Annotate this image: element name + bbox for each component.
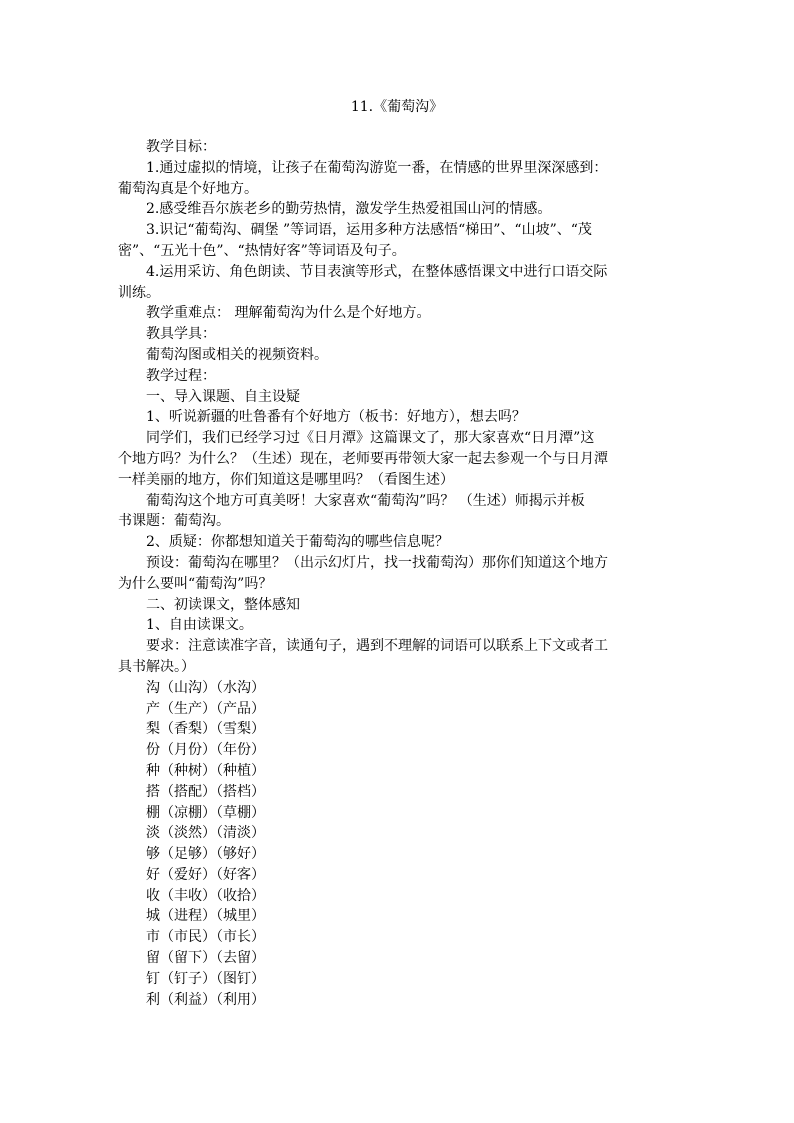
body-line: 1.通过虚拟的情境，让孩子在葡萄沟游览一番，在情感的世界里深深感到： xyxy=(146,159,608,176)
body-line: 葡萄沟真是个好地方。 xyxy=(118,180,258,197)
body-line: 1、听说新疆的吐鲁番有个好地方（板书：好地方），想去吗？ xyxy=(146,409,526,426)
body-line: 留（留下）（去留） xyxy=(146,950,265,967)
document-title: 11.《葡萄沟》 xyxy=(350,99,444,115)
body-line: 搭（搭配）（搭档） xyxy=(146,783,265,800)
body-line: 份（月份）（年份） xyxy=(146,742,265,759)
body-line: 1、自由读课文。 xyxy=(146,617,253,634)
body-line: 教学过程： xyxy=(146,367,216,384)
body-line: 教学重难点： 理解葡萄沟为什么是个好地方。 xyxy=(146,305,431,322)
body-line: 个地方吗？为什么？（生述）现在，老师要再带领大家一起去参观一个与日月潭 xyxy=(118,450,608,467)
body-line: 训练。 xyxy=(118,284,160,301)
body-line: 具书解决。） xyxy=(118,658,195,675)
body-line: 种（种树）（种植） xyxy=(146,762,265,779)
body-line: 教学目标： xyxy=(146,139,216,155)
body-line: 钉（钉子）（图钉） xyxy=(146,970,265,987)
body-line: 好（爱好）（好客） xyxy=(146,866,265,883)
body-line: 教具学具： xyxy=(146,326,216,343)
body-line: 要求：注意读准字音，读通句子，遇到不理解的词语可以联系上下文或者工 xyxy=(146,638,608,655)
body-line: 4.运用采访、角色朗读、节目表演等形式，在整体感悟课文中进行口语交际 xyxy=(146,263,608,280)
body-line: 二、初读课文，整体感知 xyxy=(146,596,300,613)
body-line: 一样美丽的地方，你们知道这是哪里吗？（看图生述） xyxy=(118,471,454,488)
body-line: 够（足够）（够好） xyxy=(146,846,265,863)
document-body xyxy=(118,137,686,1010)
body-line: 葡萄沟图或相关的视频资料。 xyxy=(146,346,328,363)
body-line: 葡萄沟这个地方可真美呀！大家喜欢“葡萄沟”吗？ （生述）师揭示并板 xyxy=(146,492,585,509)
body-line: 梨（香梨）（雪梨） xyxy=(146,721,265,738)
body-line: 预设：葡萄沟在哪里？（出示幻灯片，找一找葡萄沟）那你们知道这个地方 xyxy=(146,554,608,571)
body-line: 沟（山沟）（水沟） xyxy=(146,679,265,696)
body-line: 利（利益）（利用） xyxy=(146,991,265,1008)
body-line: 2.感受维吾尔族老乡的勤劳热情，激发学生热爱祖国山河的情感。 xyxy=(146,201,552,218)
body-line: 城（进程）（城里） xyxy=(146,908,265,925)
body-line: 产（生产）（产品） xyxy=(146,700,265,717)
body-line: 市（市民）（市长） xyxy=(146,929,265,946)
body-line: 同学们，我们已经学习过《日月潭》这篇课文了，那大家喜欢“日月潭”这 xyxy=(146,430,595,447)
body-line: 2、质疑：你都想知道关于葡萄沟的哪些信息呢？ xyxy=(146,534,449,551)
body-line: 3.识记“葡萄沟、碉堡 ”等词语，运用多种方法感悟“梯田”、“山坡”、“茂 xyxy=(146,222,592,239)
body-line: 书课题：葡萄沟。 xyxy=(118,513,230,530)
body-line: 为什么要叫“葡萄沟”吗？ xyxy=(118,575,273,592)
body-line: 收（丰收）（收拾） xyxy=(146,887,265,904)
body-line: 棚（凉棚）（草棚） xyxy=(146,804,265,821)
body-line: 密”、“五光十色”、“热情好客”等词语及句子。 xyxy=(118,242,406,259)
body-line: 淡（淡然）（清淡） xyxy=(146,825,265,842)
body-line: 一、导入课题、自主设疑 xyxy=(146,388,300,405)
